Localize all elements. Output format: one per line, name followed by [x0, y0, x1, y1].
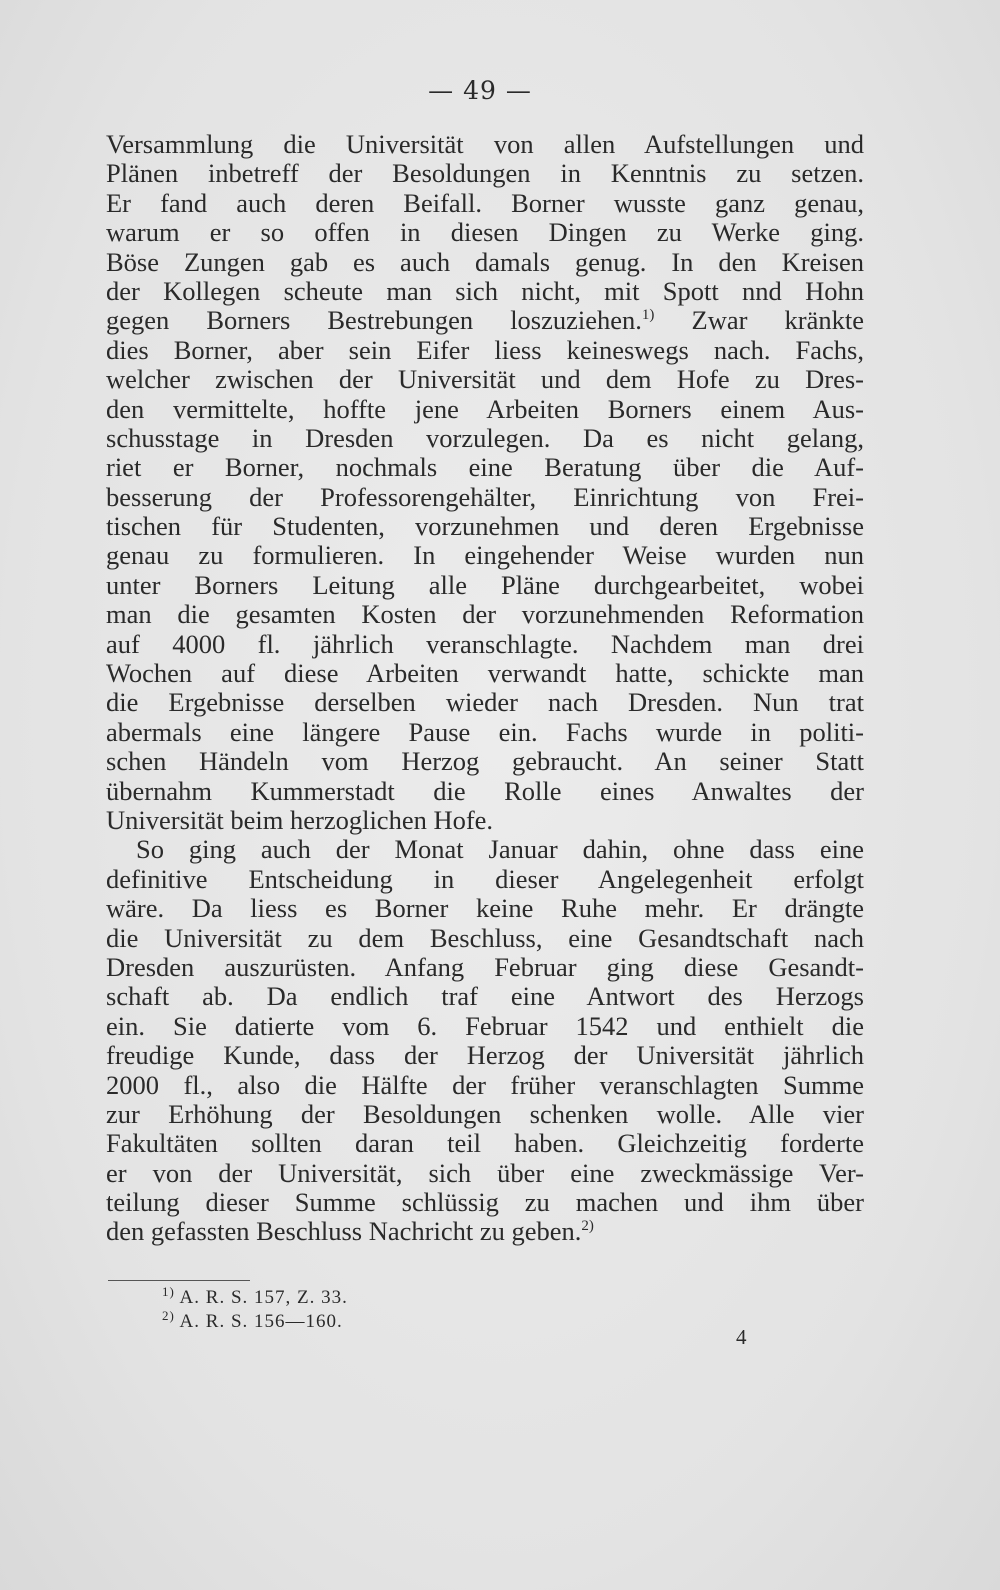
text-line: wäre. Da liess es Borner keine Ruhe mehr. Er drängte [106, 893, 864, 924]
text-line: Böse Zungen gab es auch damals genug. In den Kreisen [106, 246, 864, 277]
text-line: Versammlung die Universität von allen Aufstellungen und [106, 129, 864, 159]
text-line: den vermittelte, hoffte jene Arbeiten Borners einem Aus- [106, 393, 864, 424]
footnote-divider [108, 1280, 250, 1281]
footnote-2 [162, 1310, 348, 1334]
text-line: warum er so offen in diesen Dingen zu Werke ging. [106, 217, 864, 248]
text-line: er von der Universität, sich über eine zweckmässige Ver- [106, 1157, 864, 1188]
footnote-mark: 1) [162, 1284, 175, 1299]
text-line: tischen für Studenten, vorzunehmen und deren Ergebnisse [106, 511, 864, 542]
text-line: die Universität zu dem Beschluss, eine Gesandtschaft nach [106, 922, 864, 953]
text-fragment: gegen Borners Bestrebungen loszuziehen. [106, 305, 642, 336]
text-line: Wochen auf diese Arbeiten verwandt hatte, schickte man [106, 658, 864, 689]
footnote-ref-1: 1) [641, 307, 655, 324]
text-line: teilung dieser Summe schlüssig zu machen und ihm über [106, 1187, 864, 1218]
text-line: zur Erhöhung der Besoldungen schenken wolle. Alle vier [106, 1098, 864, 1129]
text-line: welcher zwischen der Universität und dem Hofe zu Dres- [106, 364, 864, 395]
text-line [106, 306, 864, 335]
text-fragment: Zwar kränkte [691, 305, 864, 336]
footnote-text: A. R. S. 156—160. [179, 1311, 343, 1332]
text-line: dies Borner, aber sein Eifer liess keineswegs nach. Fachs, [106, 334, 864, 365]
footnote-ref-2: 2) [581, 1218, 594, 1235]
text-line: Plänen inbetreff der Besoldungen in Kenntnis zu setzen. [106, 158, 864, 189]
body-text [106, 130, 864, 1247]
signature-mark: 4 [736, 1325, 747, 1349]
text-line: riet er Borner, nochmals eine Beratung über die Auf- [106, 452, 864, 483]
text-line: definitive Entscheidung in dieser Angelegenheit erfolgt [106, 863, 864, 894]
text-line: abermals eine längere Pause ein. Fachs wurde in politi- [106, 716, 864, 747]
text-line: schusstage in Dresden vorzulegen. Da es nicht gelang, [106, 422, 864, 453]
text-line: 2000 fl., also die Hälfte der früher veranschlagten Summe [106, 1069, 864, 1100]
footnote-text: A. R. S. 157, Z. 33. [179, 1287, 348, 1308]
text-line: schen Händeln vom Herzog gebraucht. An seiner Statt [106, 746, 864, 777]
text-line: auf 4000 fl. jährlich veranschlagte. Nachdem man drei [106, 628, 864, 659]
text-line: Fakultäten sollten daran teil haben. Gleichzeitig forderte [106, 1128, 864, 1159]
text-line: ein. Sie datierte vom 6. Februar 1542 und enthielt die [106, 1010, 864, 1041]
page-number: — 49 — [428, 76, 532, 105]
text-line [106, 1217, 864, 1246]
text-line: Universität beim herzoglichen Hofe. [106, 804, 494, 835]
text-line: unter Borners Leitung alle Pläne durchgearbeitet, wobei [106, 569, 864, 600]
text-line: So ging auch der Monat Januar dahin, ohne dass eine [136, 834, 864, 865]
text-fragment: den gefassten Beschluss Nachricht zu geben. [106, 1216, 582, 1247]
text-line: freudige Kunde, dass der Herzog der Universität jährlich [106, 1040, 864, 1071]
text-line: genau zu formulieren. In eingehender Weise wurden nun [106, 540, 864, 571]
text-line: übernahm Kummerstadt die Rolle eines Anwaltes der [106, 775, 864, 806]
footnotes [162, 1286, 348, 1334]
footnote-1 [162, 1286, 348, 1310]
text-line: die Ergebnisse derselben wieder nach Dresden. Nun trat [106, 687, 864, 718]
text-line: man die gesamten Kosten der vorzunehmenden Reformation [106, 599, 864, 630]
footnote-mark: 2) [162, 1308, 175, 1323]
text-line: schaft ab. Da endlich traf eine Antwort des Herzogs [106, 981, 864, 1012]
text-line: besserung der Professorengehälter, Einrichtung von Frei- [106, 481, 864, 512]
text-line: Er fand auch deren Beifall. Borner wusste ganz genau, [106, 187, 864, 218]
text-line: der Kollegen scheute man sich nicht, mit Spott nnd Hohn [106, 275, 864, 306]
text-line: Dresden auszurüsten. Anfang Februar ging diese Gesandt- [106, 951, 864, 982]
